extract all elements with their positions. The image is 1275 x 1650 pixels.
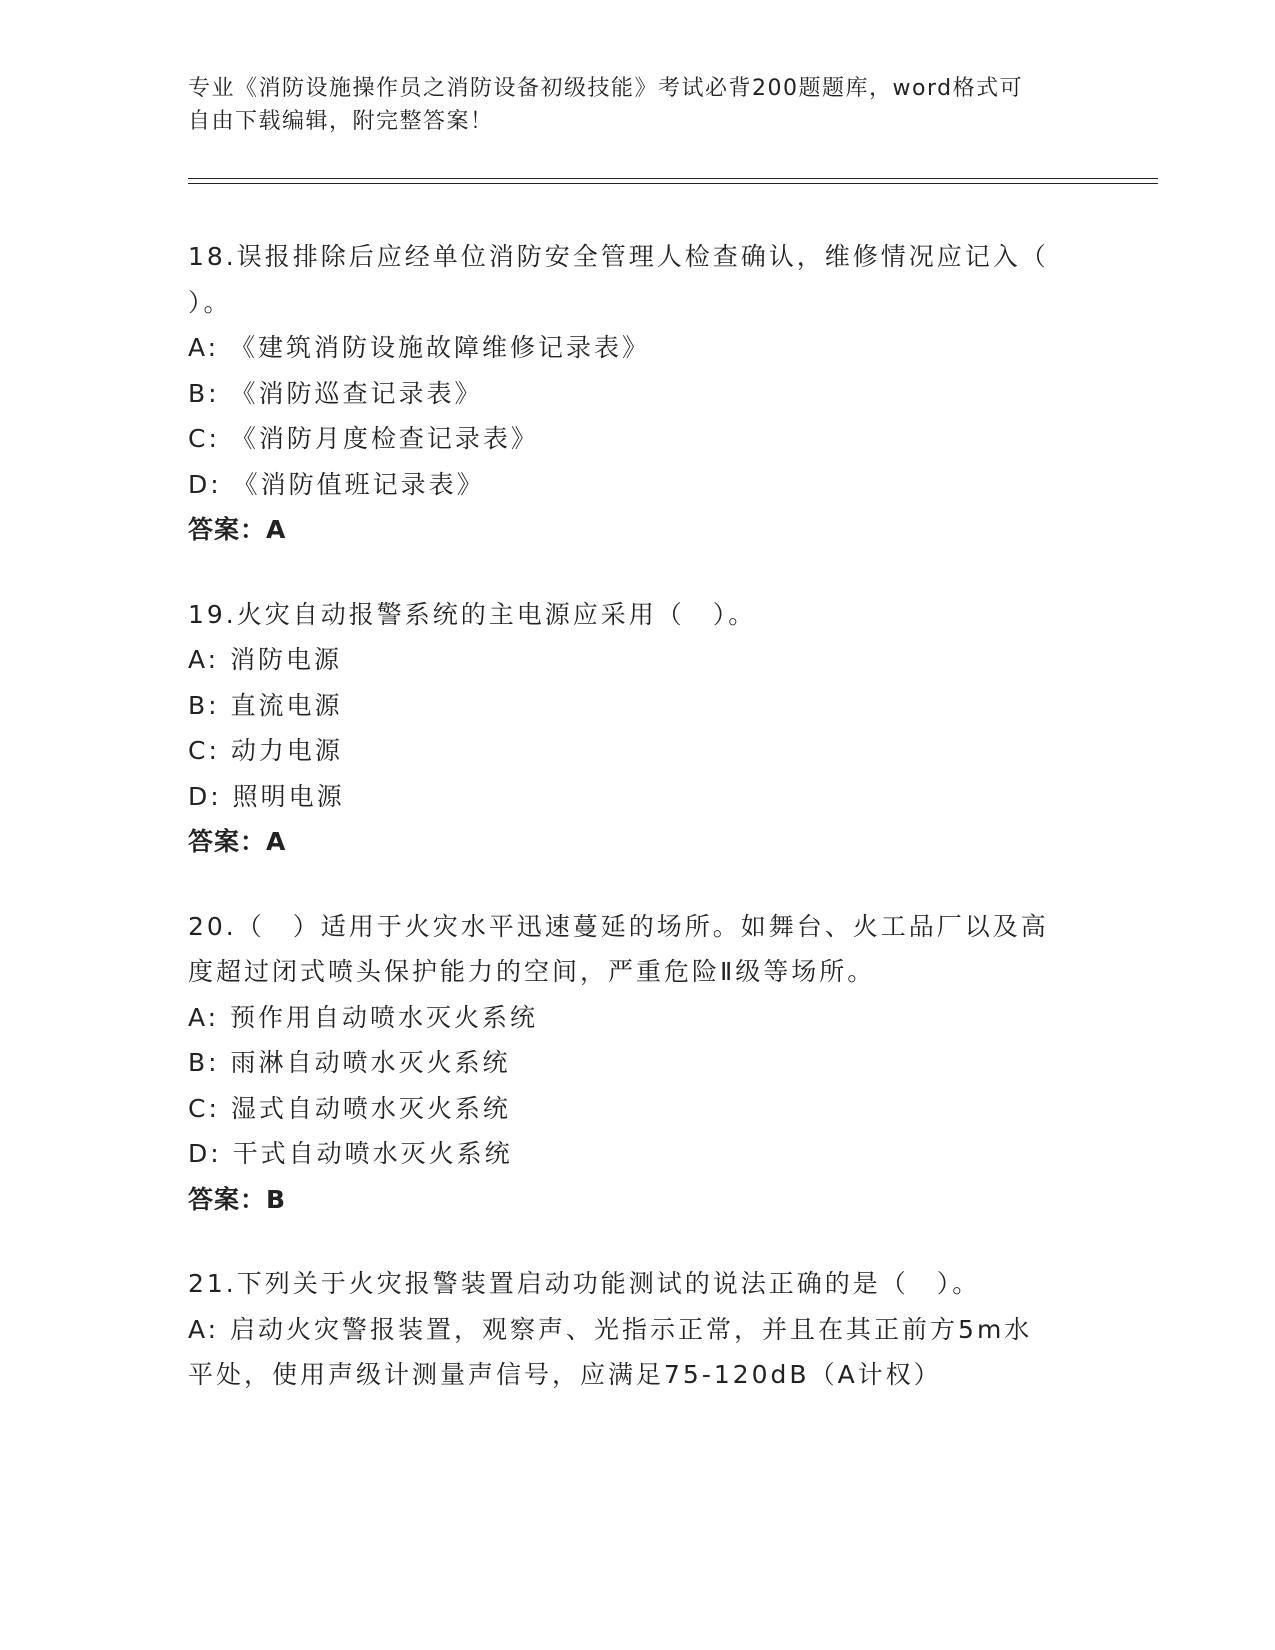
header-divider-top xyxy=(188,178,1158,179)
question-stem-line: 19.火灾自动报警系统的主电源应采用（ ）。 xyxy=(188,599,757,629)
option-d: D: 干式自动喷水灭火系统 xyxy=(188,1139,513,1168)
option-d: D: 照明电源 xyxy=(188,781,345,811)
question-21 xyxy=(188,1261,1088,1398)
option-c: C: 动力电源 xyxy=(188,736,343,765)
answer-label: 答案：B xyxy=(188,1184,287,1214)
document-header xyxy=(188,72,1088,138)
question-stem-line: 18.误报排除后应经单位消防安全管理人检查确认，维修情况应记入（ xyxy=(188,242,1049,271)
question-20 xyxy=(188,904,1088,1223)
option-c: C: 湿式自动喷水灭火系统 xyxy=(188,1093,511,1123)
option-a: A: 《建筑消防设施故障维修记录表》 xyxy=(188,333,651,362)
option-b: B: 雨淋自动喷水灭火系统 xyxy=(188,1048,511,1077)
header-line-1: 专业《消防设施操作员之消防设备初级技能》考试必背200题题库，word格式可 xyxy=(188,76,1024,101)
question-stem-line: 20.（ ）适用于火灾水平迅速蔓延的场所。如舞台、火工品厂以及高 xyxy=(188,911,1049,941)
question-stem-line: 度超过闭式喷头保护能力的空间，严重危险Ⅱ级等场所。 xyxy=(188,957,876,986)
option-c: C: 《消防月度检查记录表》 xyxy=(188,424,539,453)
option-a: A: 启动火灾警报装置，观察声、光指示正常，并且在其正前方5m水 xyxy=(188,1314,1033,1344)
header-divider-bottom xyxy=(188,183,1158,184)
question-18 xyxy=(188,234,1088,553)
question-list xyxy=(188,234,1088,1437)
question-stem-line: ）。 xyxy=(188,287,232,317)
answer-label: 答案：A xyxy=(188,827,287,856)
option-a: A: 预作用自动喷水灭火系统 xyxy=(188,1002,539,1032)
question-stem-line: 21.下列关于火灾报警装置启动功能测试的说法正确的是（ ）。 xyxy=(188,1269,981,1298)
option-b: B: 《消防巡查记录表》 xyxy=(188,378,483,408)
option-b: B: 直流电源 xyxy=(188,690,343,720)
header-line-2: 自由下载编辑，附完整答案！ xyxy=(188,109,494,134)
option-a: A: 消防电源 xyxy=(188,645,343,674)
option-d: D: 《消防值班记录表》 xyxy=(188,469,485,499)
answer-label: 答案：A xyxy=(188,515,287,544)
option-a-continuation: 平处，使用声级计测量声信号，应满足75-120dB（A计权） xyxy=(188,1360,942,1389)
question-19 xyxy=(188,592,1088,865)
